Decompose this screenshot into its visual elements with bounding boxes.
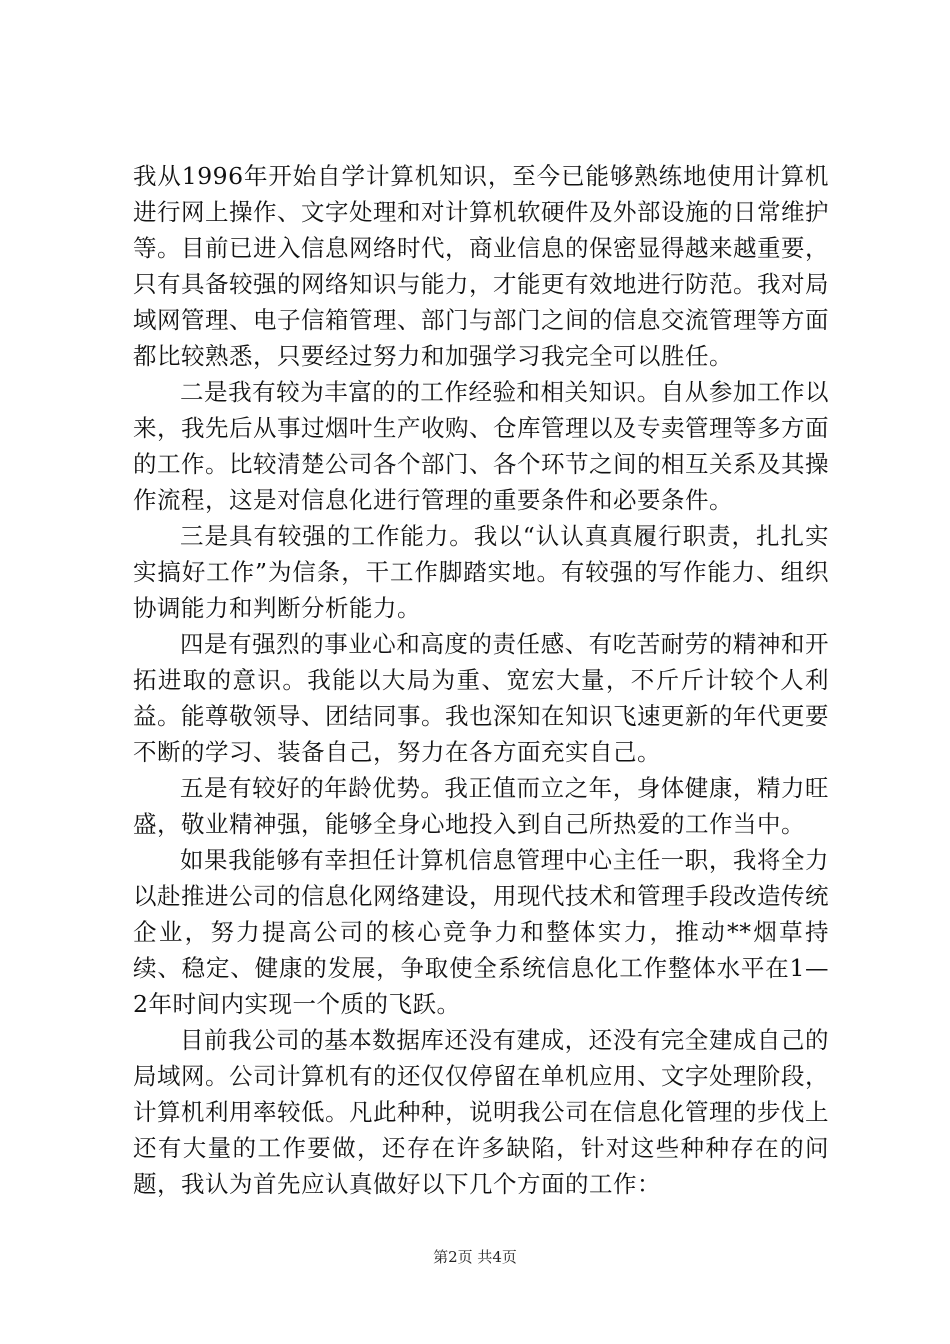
paragraph-5: 五是有较好的年龄优势。我正值而立之年，身体健康，精力旺盛，敬业精神强，能够全身心地投入到自己所热爱的工作当中。 bbox=[133, 774, 829, 838]
document-body bbox=[133, 158, 829, 1202]
paragraph-4: 四是有强烈的事业心和高度的责任感、有吃苦耐劳的精神和开拓进取的意识。我能以大局为重、宽宏大量，不斤斤计较个人利益。能尊敬领导、团结同事。我也深知在知识飞速更新的年代更要不断的学习、装备自己，努力在各方面充实自己。 bbox=[133, 630, 829, 766]
paragraph-2: 二是我有较为丰富的的工作经验和相关知识。自从参加工作以来，我先后从事过烟叶生产收购、仓库管理以及专卖管理等多方面的工作。比较清楚公司各个部门、各个环节之间的相互关系及其操作流程，这是对信息化进行管理的重要条件和必要条件。 bbox=[133, 378, 829, 514]
paragraph-1: 我从1996年开始自学计算机知识，至今已能够熟练地使用计算机进行网上操作、文字处理和对计算机软硬件及外部设施的日常维护等。目前已进入信息网络时代，商业信息的保密显得越来越重要，只有具备较强的网络知识与能力，才能更有效地进行防范。我对局域网管理、电子信箱管理、部门与部门之间的信息交流管理等方面都比较熟悉，只要经过努力和加强学习我完全可以胜任。 bbox=[133, 162, 829, 370]
paragraph-3: 三是具有较强的工作能力。我以“认认真真履行职责，扎扎实实搞好工作”为信条，干工作脚踏实地。有较强的写作能力、组织协调能力和判断分析能力。 bbox=[133, 522, 829, 622]
paragraph-7: 目前我公司的基本数据库还没有建成，还没有完全建成自己的局域网。公司计算机有的还仅仅停留在单机应用、文字处理阶段，计算机利用率较低。凡此种种，说明我公司在信息化管理的步伐上还有大量的工作要做，还存在许多缺陷，针对这些种种存在的问题，我认为首先应认真做好以下几个方面的工作： bbox=[133, 1026, 829, 1198]
page-number-footer: 第2页 共4页 bbox=[433, 1248, 517, 1266]
paragraph-6: 如果我能够有幸担任计算机信息管理中心主任一职，我将全力以赴推进公司的信息化网络建设，用现代技术和管理手段改造传统企业，努力提高公司的核心竞争力和整体实力，推动**烟草持续、稳定、健康的发展，争取使全系统信息化工作整体水平在1—2年时间内实现一个质的飞跃。 bbox=[133, 846, 829, 1018]
